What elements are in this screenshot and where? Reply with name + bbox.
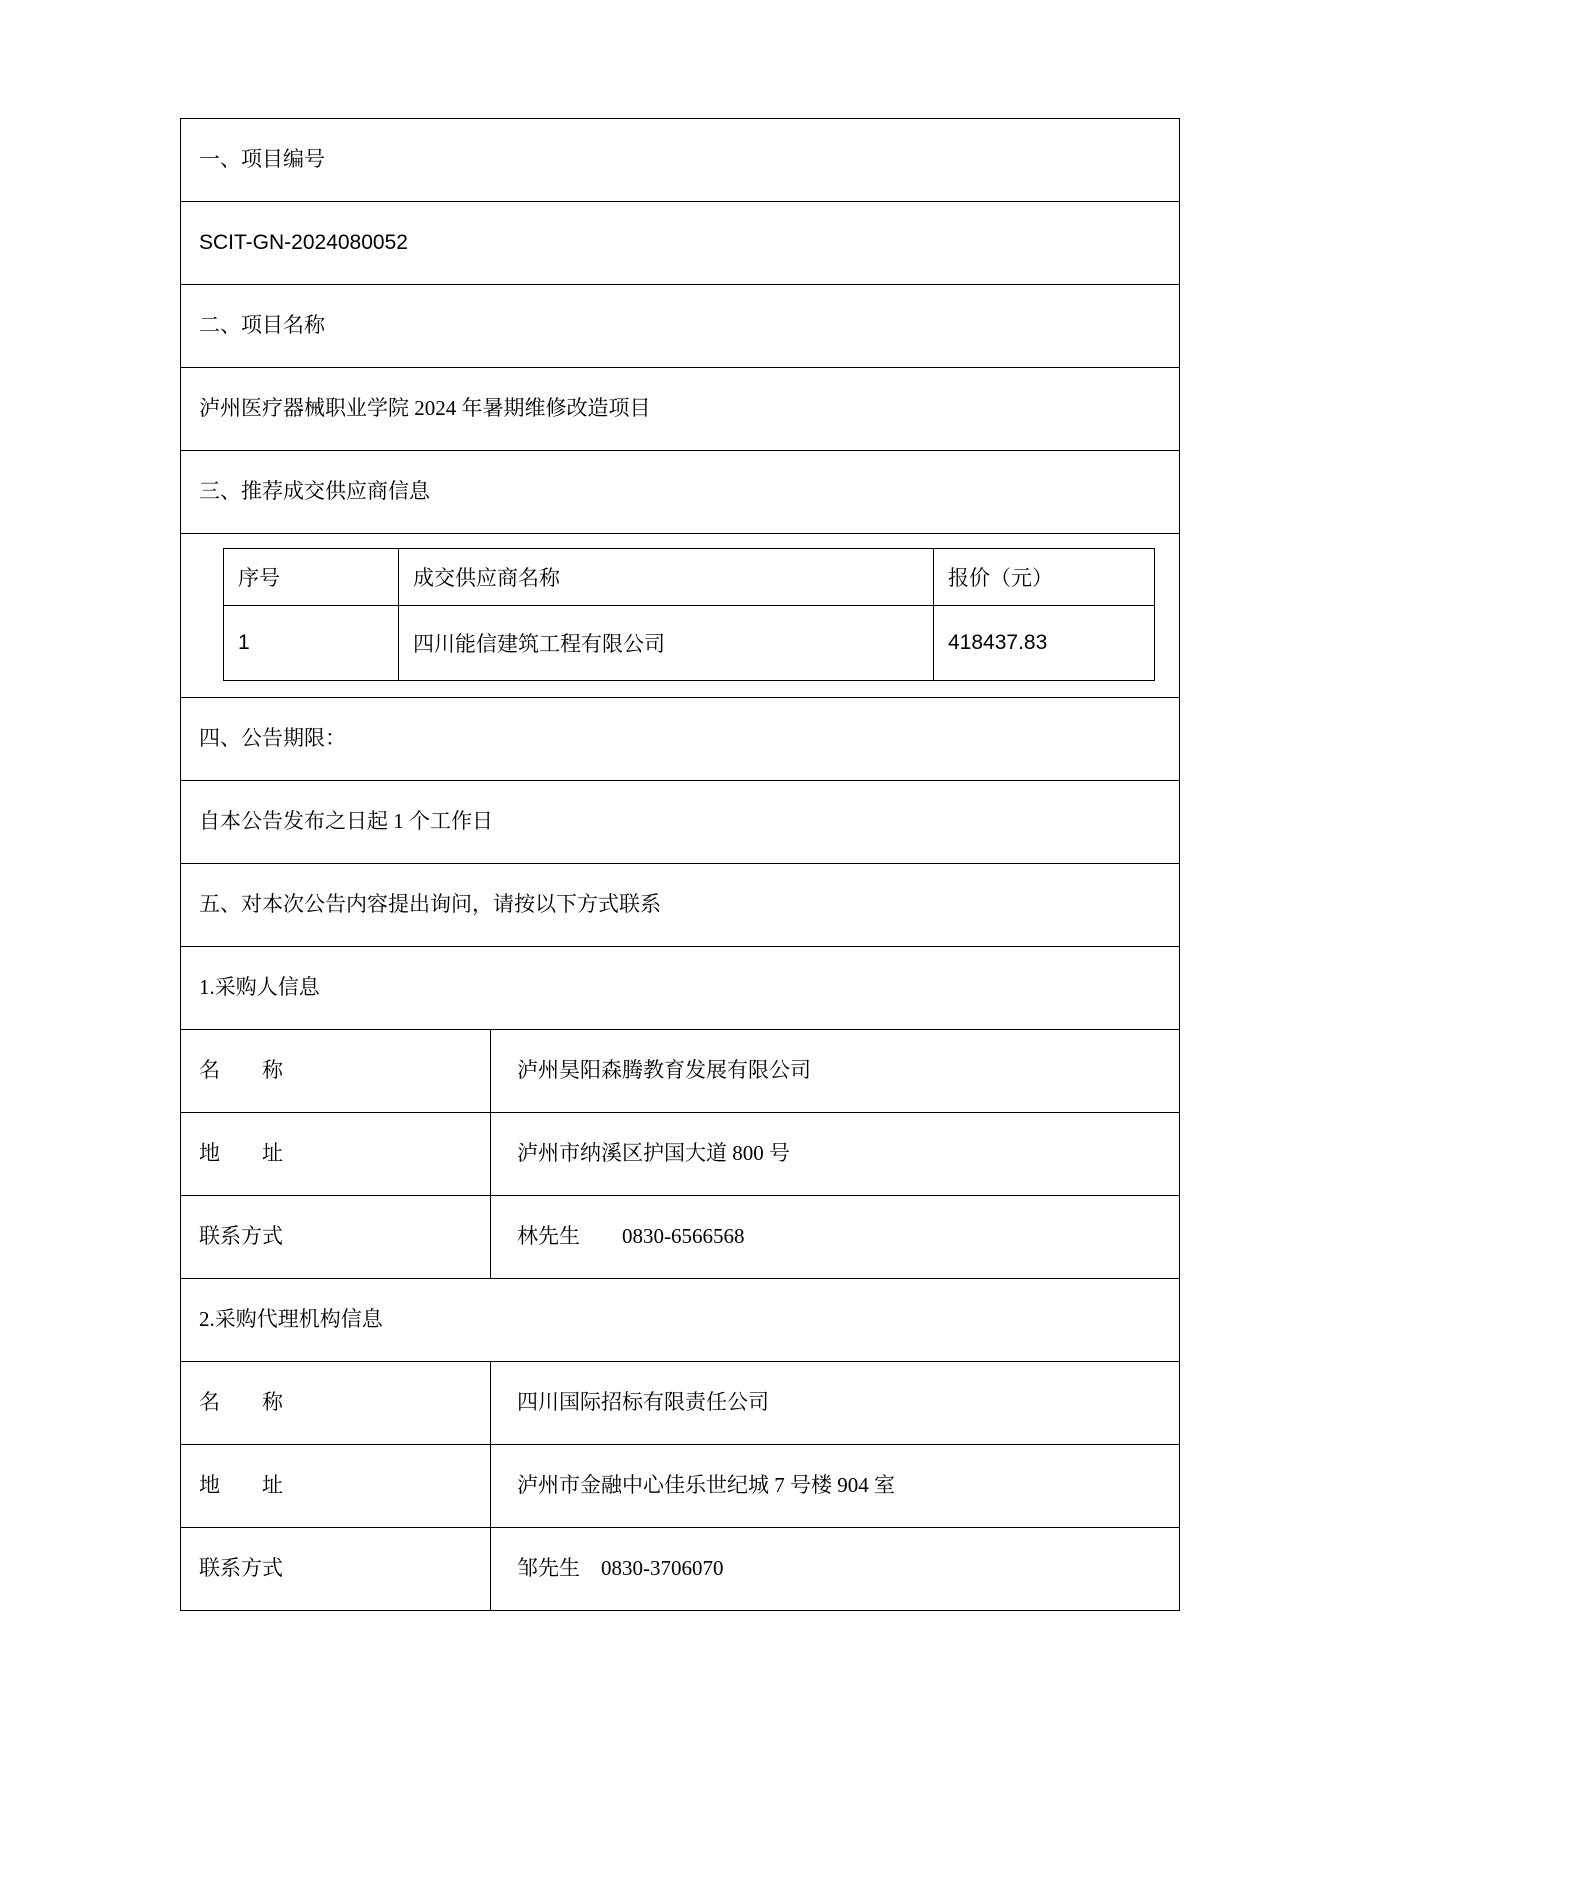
- contact-heading-cell: [181, 864, 1180, 947]
- table-row: [181, 119, 1180, 202]
- purchaser-name-label: 名 称: [199, 1058, 283, 1083]
- notice-period-value-cell: [181, 781, 1180, 864]
- purchaser-contact-label: 联系方式: [199, 1224, 283, 1249]
- table-row: [224, 606, 1155, 681]
- table-row: [181, 285, 1180, 368]
- agency-heading: 2.采购代理机构信息: [199, 1307, 383, 1332]
- table-row: [181, 947, 1180, 1030]
- notice-period-heading: 四、公告期限：: [199, 726, 346, 751]
- table-row: [181, 864, 1180, 947]
- table-row: [181, 368, 1180, 451]
- supplier-heading-cell: [181, 451, 1180, 534]
- purchaser-name-value: 泸州昊阳森腾教育发展有限公司: [517, 1058, 811, 1083]
- table-row: [181, 781, 1180, 864]
- purchaser-name-label-cell: [181, 1030, 491, 1113]
- purchaser-address-value: 泸州市纳溪区护国大道 800 号: [517, 1141, 790, 1166]
- agency-contact-label-cell: [181, 1528, 491, 1611]
- agency-contact-value-cell: [491, 1528, 1180, 1611]
- agency-address-value-cell: [491, 1445, 1180, 1528]
- purchaser-contact-label-cell: [181, 1196, 491, 1279]
- project-name-value: 泸州医疗器械职业学院 2024 年暑期维修改造项目: [199, 396, 651, 421]
- supplier-table-cell: [181, 534, 1180, 698]
- contact-heading: 五、对本次公告内容提出询问，请按以下方式联系: [199, 892, 661, 917]
- table-row: [181, 451, 1180, 534]
- purchaser-heading: 1.采购人信息: [199, 975, 320, 1000]
- purchaser-address-value-cell: [491, 1113, 1180, 1196]
- supplier-col-name: 成交供应商名称: [399, 549, 934, 606]
- notice-period-heading-cell: [181, 698, 1180, 781]
- supplier-row-price: 418437.83: [934, 606, 1155, 681]
- supplier-table-header-row: [224, 549, 1155, 606]
- agency-name-label-cell: [181, 1362, 491, 1445]
- supplier-row-no: 1: [224, 606, 399, 681]
- project-number-heading: 一、项目编号: [199, 147, 325, 172]
- agency-address-label: 地 址: [199, 1473, 283, 1498]
- agency-heading-cell: [181, 1279, 1180, 1362]
- project-name-heading: 二、项目名称: [199, 313, 325, 338]
- table-row: [181, 1279, 1180, 1362]
- table-row: [181, 1362, 1180, 1445]
- table-row: [181, 1030, 1180, 1113]
- table-row: [181, 202, 1180, 285]
- table-row: [181, 534, 1180, 698]
- project-number-value: SCIT-GN-2024080052: [199, 231, 408, 255]
- purchaser-contact-value: 林先生 0830-6566568: [517, 1224, 745, 1249]
- supplier-col-no: 序号: [224, 549, 399, 606]
- table-row: [181, 1196, 1180, 1279]
- announcement-table: [180, 118, 1180, 1611]
- purchaser-address-label-cell: [181, 1113, 491, 1196]
- agency-address-label-cell: [181, 1445, 491, 1528]
- agency-address-value: 泸州市金融中心佳乐世纪城 7 号楼 904 室: [517, 1473, 895, 1498]
- purchaser-address-label: 地 址: [199, 1141, 283, 1166]
- supplier-row-name: 四川能信建筑工程有限公司: [399, 606, 934, 681]
- agency-name-value-cell: [491, 1362, 1180, 1445]
- project-name-heading-cell: [181, 285, 1180, 368]
- purchaser-heading-cell: [181, 947, 1180, 1030]
- agency-name-value: 四川国际招标有限责任公司: [517, 1390, 769, 1415]
- purchaser-contact-value-cell: [491, 1196, 1180, 1279]
- table-row: [181, 1445, 1180, 1528]
- notice-period-value: 自本公告发布之日起 1 个工作日: [199, 809, 493, 834]
- supplier-col-price: 报价（元）: [934, 549, 1155, 606]
- agency-contact-value: 邹先生 0830-3706070: [517, 1556, 724, 1581]
- project-number-heading-cell: [181, 119, 1180, 202]
- table-row: [181, 1528, 1180, 1611]
- project-name-value-cell: [181, 368, 1180, 451]
- supplier-heading: 三、推荐成交供应商信息: [199, 479, 430, 504]
- agency-contact-label: 联系方式: [199, 1556, 283, 1581]
- agency-name-label: 名 称: [199, 1390, 283, 1415]
- supplier-table-wrap: [181, 534, 1179, 697]
- project-number-value-cell: [181, 202, 1180, 285]
- table-row: [181, 698, 1180, 781]
- purchaser-name-value-cell: [491, 1030, 1180, 1113]
- supplier-table: [223, 548, 1155, 681]
- table-row: [181, 1113, 1180, 1196]
